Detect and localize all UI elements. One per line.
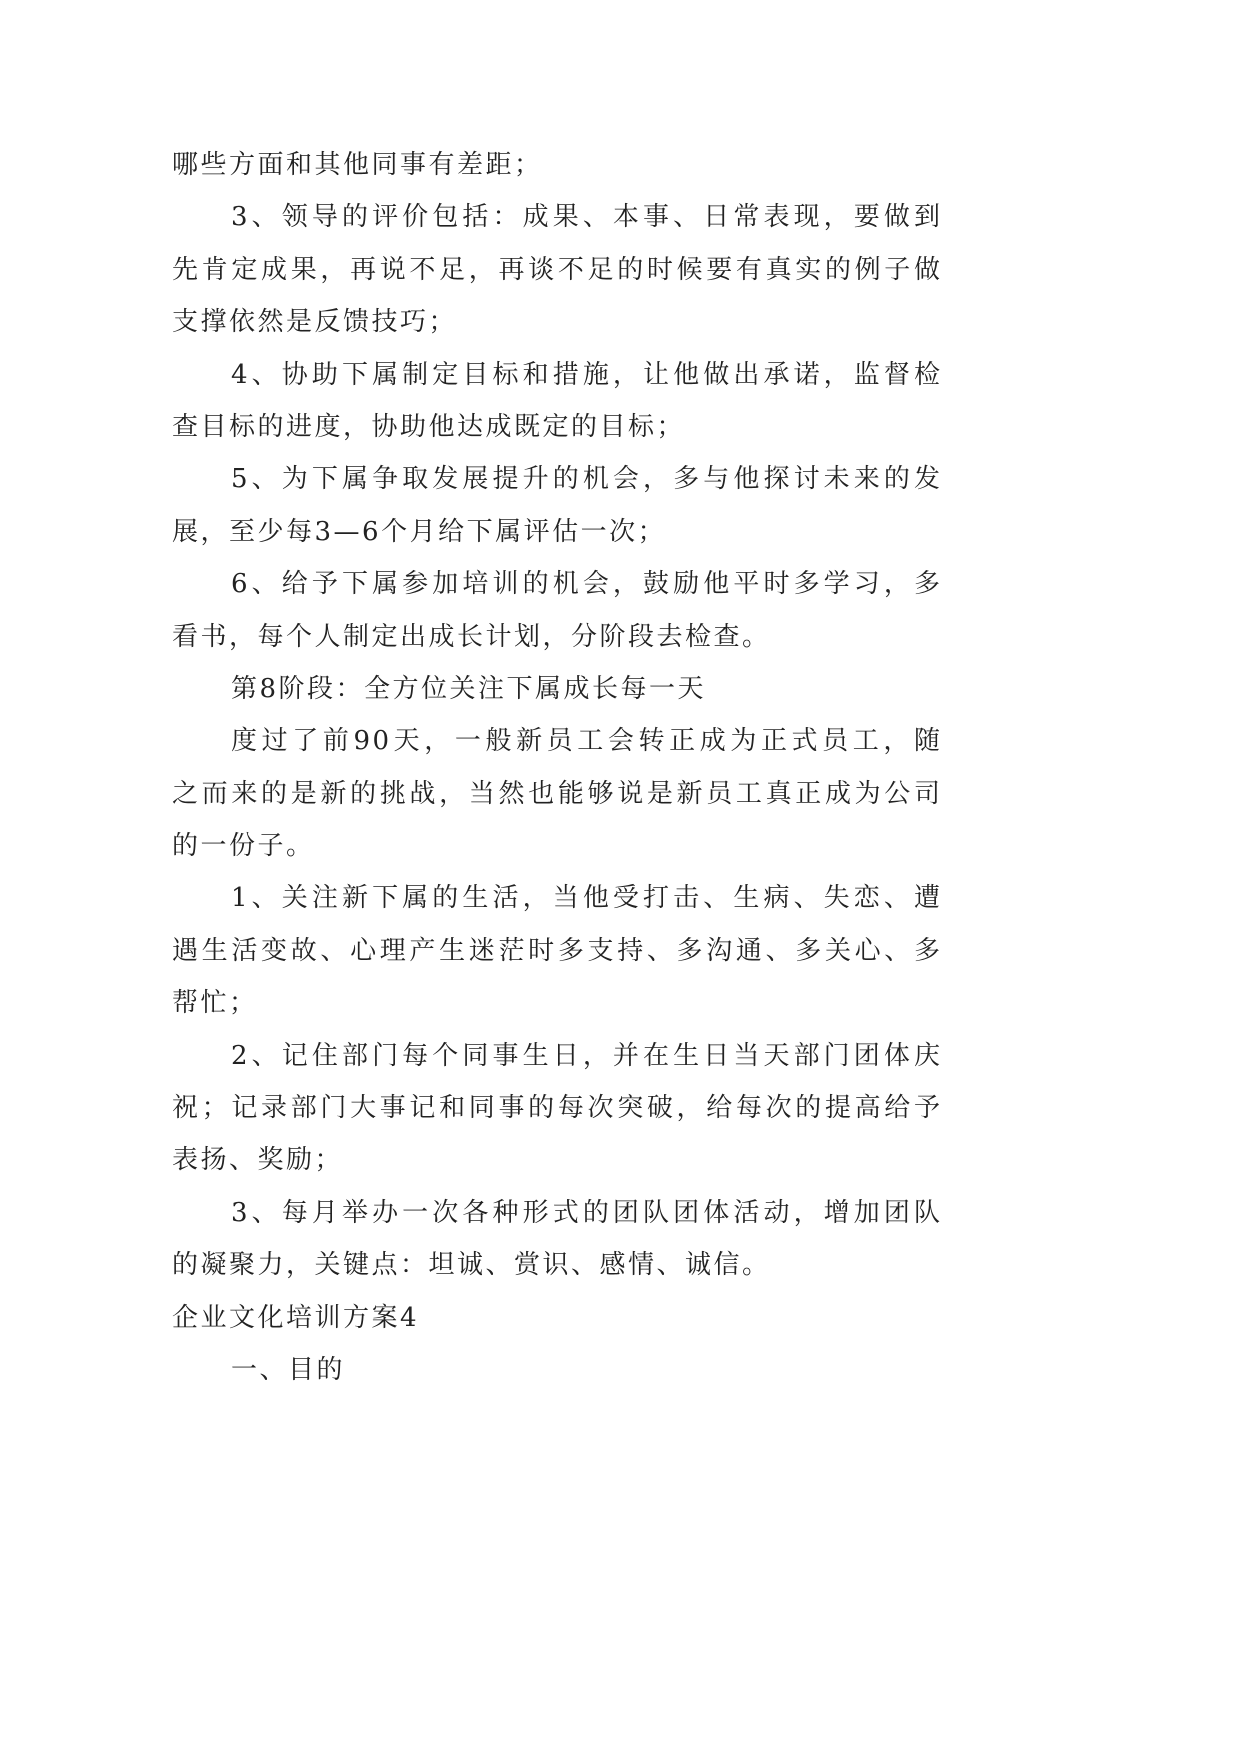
text-line: 4、协助下属制定目标和措施，让他做出承诺，监督检 [231, 359, 943, 390]
document-body [172, 139, 943, 1396]
text-line: 6、给予下属参加培训的机会，鼓励他平时多学习，多 [231, 569, 943, 600]
text-line: 5、为下属争取发展提升的机会，多与他探讨未来的发 [231, 464, 943, 495]
paragraph [172, 558, 943, 663]
section-heading [172, 1344, 940, 1396]
document-title-text: 企业文化培训方案4 [172, 1302, 420, 1333]
text-line: 看书，每个人制定出成长计划，分阶段去检查。 [172, 621, 771, 652]
stage-heading [172, 663, 940, 715]
text-line: 帮忙； [172, 988, 258, 1019]
text-line: 度过了前90天，一般新员工会转正成为正式员工，随 [231, 726, 943, 757]
text-line: 之而来的是新的挑战，当然也能够说是新员工真正成为公司 [172, 778, 943, 809]
text-line: 遇生活变故、心理产生迷茫时多支持、多沟通、多关心、多 [172, 935, 943, 966]
section-heading-text: 一、目的 [231, 1354, 346, 1385]
text-line: 2、记住部门每个同事生日，并在生日当天部门团体庆 [231, 1040, 943, 1071]
text-line: 展，至少每3—6个月给下属评估一次； [172, 516, 667, 547]
paragraph [172, 453, 943, 558]
paragraph [172, 349, 943, 454]
paragraph [172, 1030, 943, 1187]
text-line: 的一份子。 [172, 831, 315, 862]
text-line: 先肯定成果，再说不足，再谈不足的时候要有真实的例子做 [172, 254, 943, 285]
text-line: 3、每月举办一次各种形式的团队团体活动，增加团队 [231, 1197, 943, 1228]
paragraph [172, 191, 943, 348]
document-title [172, 1292, 940, 1344]
text-line: 查目标的进度，协助他达成既定的目标； [172, 411, 686, 442]
paragraph [172, 715, 943, 872]
text-line: 支撑依然是反馈技巧； [172, 307, 458, 338]
text-line: 表扬、奖励； [172, 1145, 344, 1176]
paragraph [172, 1187, 943, 1292]
text-line: 3、领导的评价包括：成果、本事、日常表现，要做到 [231, 202, 943, 233]
stage-heading-text: 第8阶段：全方位关注下属成长每一天 [231, 673, 707, 704]
paragraph [172, 139, 940, 191]
text-line: 1、关注新下属的生活，当他受打击、生病、失恋、遭 [231, 883, 943, 914]
paragraph [172, 872, 943, 1029]
text-line: 哪些方面和其他同事有差距； [172, 150, 543, 180]
text-line: 祝；记录部门大事记和同事的每次突破，给每次的提高给予 [172, 1093, 943, 1124]
text-line: 的凝聚力，关键点：坦诚、赏识、感情、诚信。 [172, 1250, 771, 1281]
